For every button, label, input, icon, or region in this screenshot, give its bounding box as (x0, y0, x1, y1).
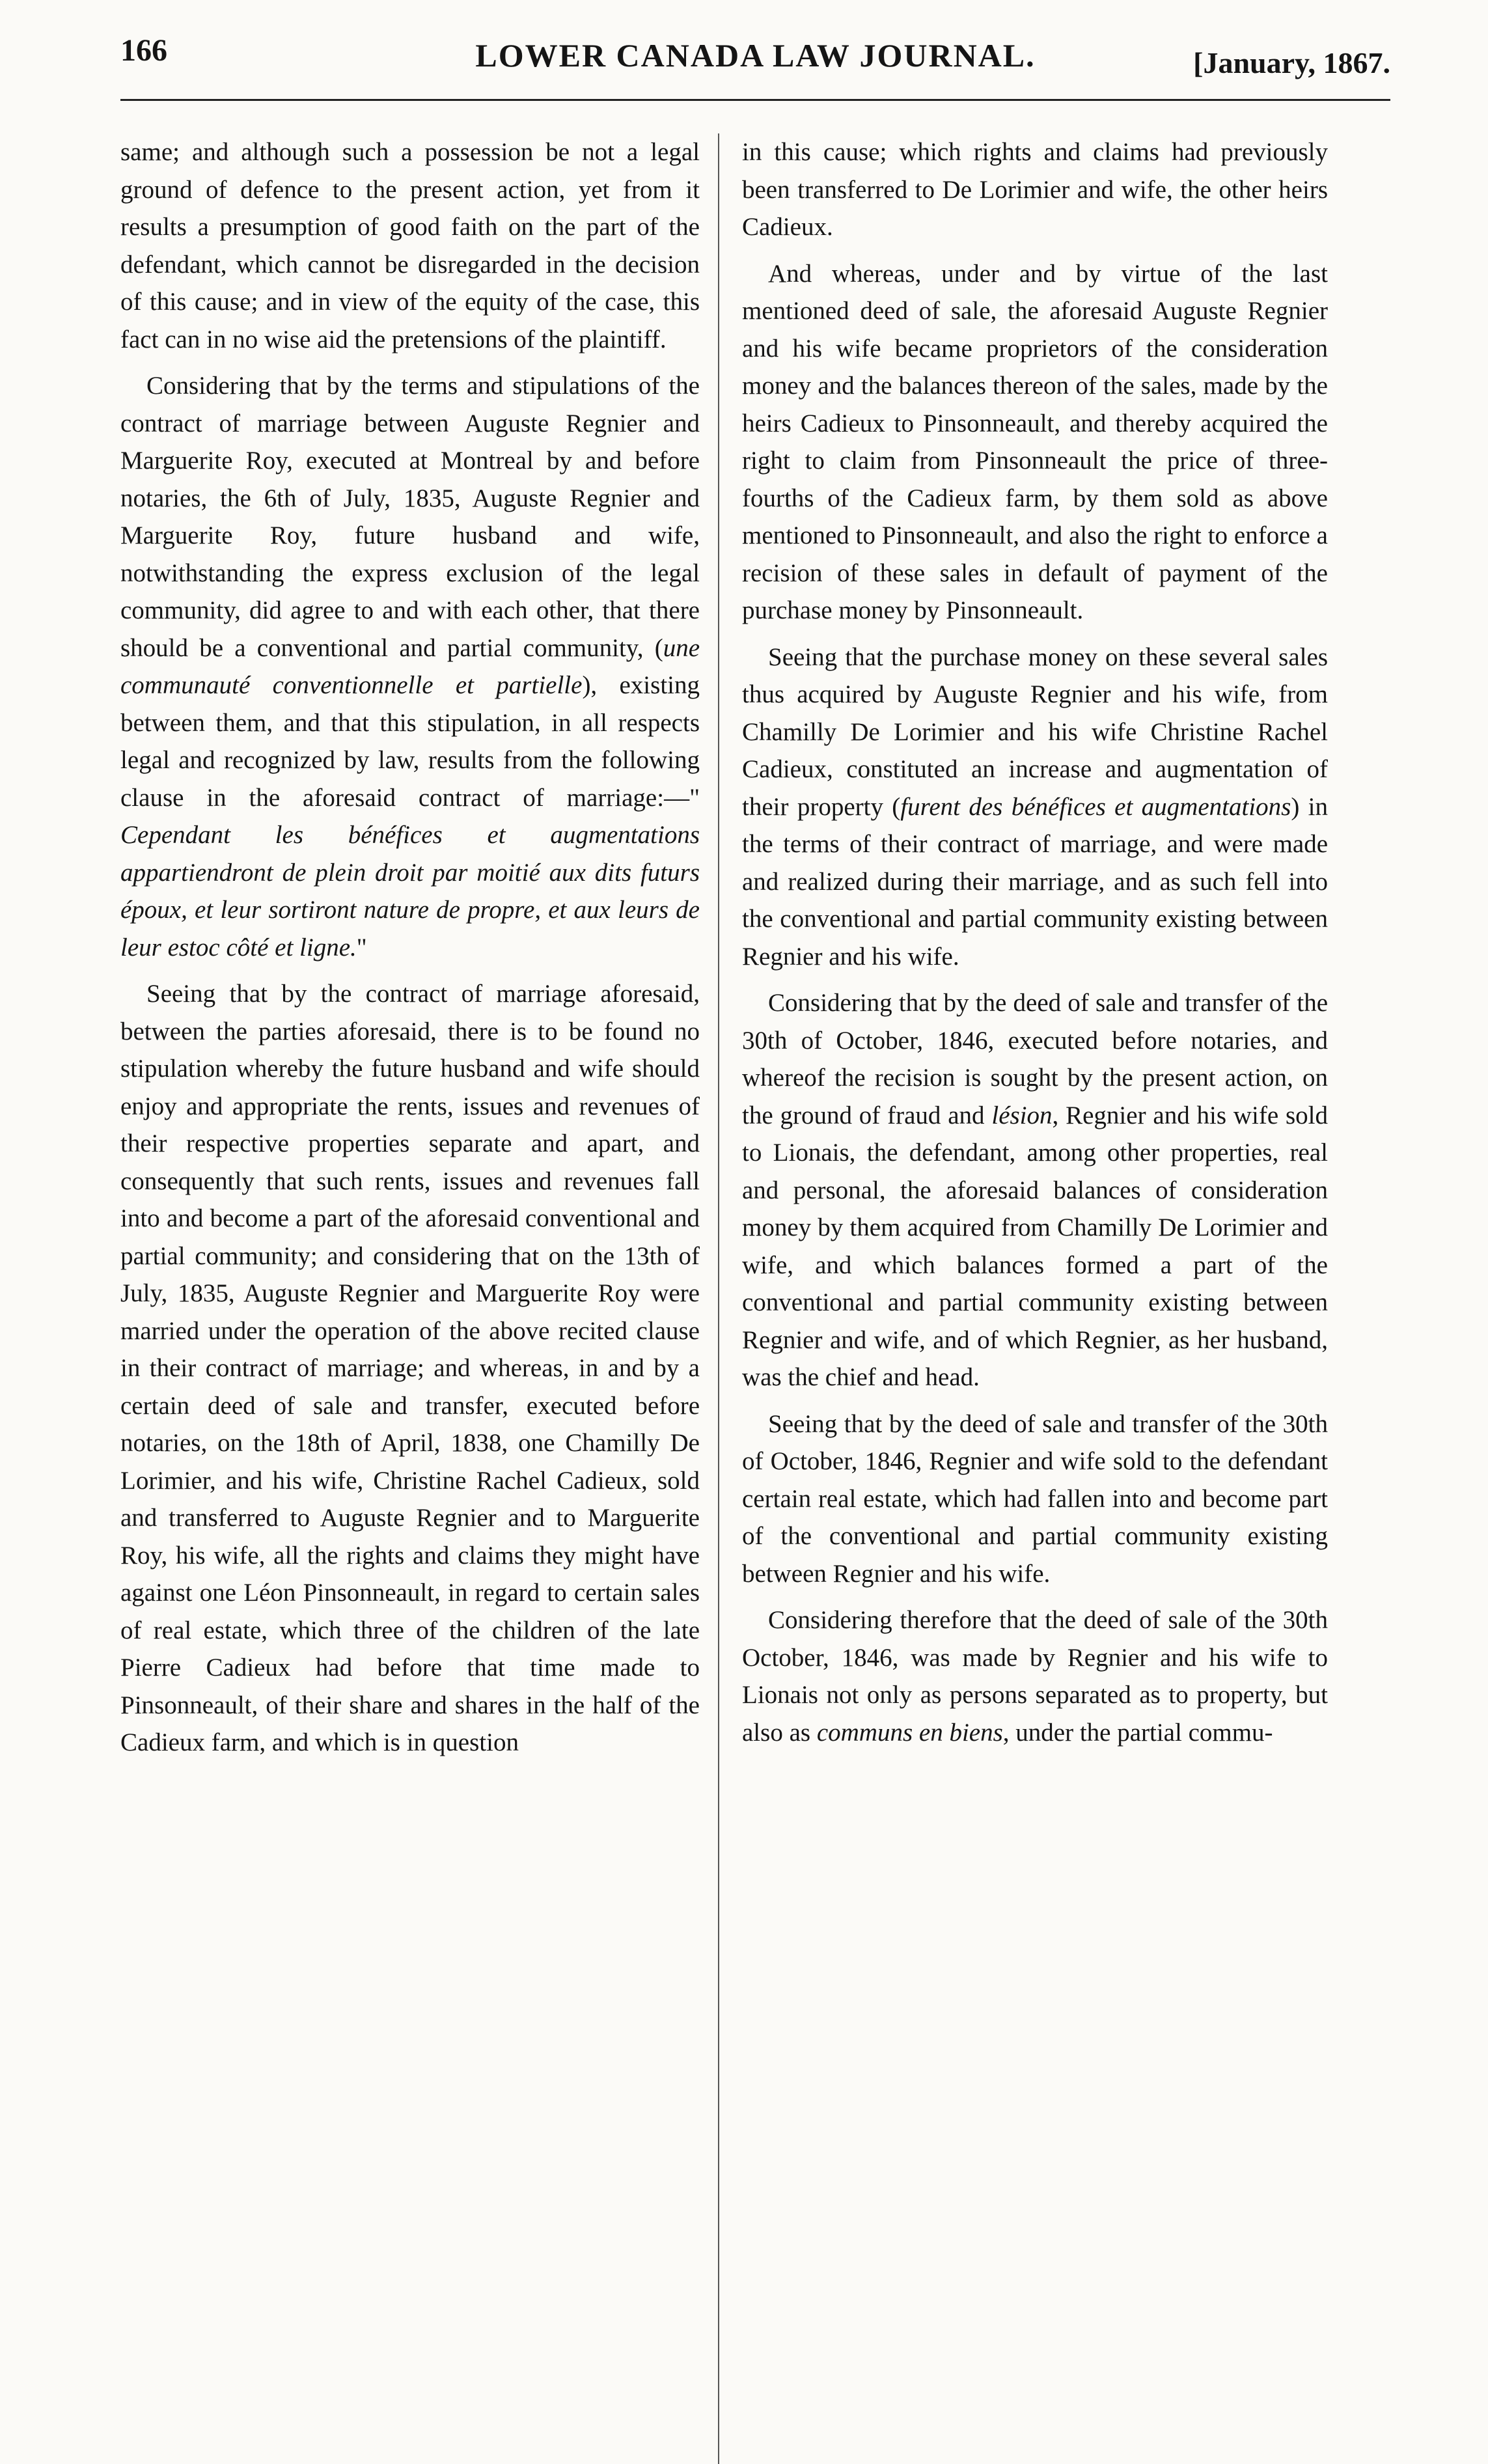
french-quotation: Cependant les bénéfices et augmentations appartiendront de plein droit par moitié aux dits futurs époux, et leur sortiront nature de propre, et aux leurs de leur estoc côté et ligne. (120, 821, 700, 962)
italic-term: communs en biens (816, 1718, 1003, 1747)
text-run: , Regnier and his wife sold to Lionais, the defendant, among other properties, real and personal, the aforesaid balances of consideration money by them acquired from Chamilly De Lorimier and wife, and which balances formed a part of the conventional and partial community existing between Regnier and wife, and of which Regnier, as her husband, was the chief and head. (742, 1101, 1329, 1391)
text-run: Considering that by the terms and stipulations of the contract of marriage between Auguste Regnier and Marguerite Roy, executed at Montreal by and before notaries, the 6th of July, 1835, Auguste Regnier and Marguerite Roy, future husband and wife, notwithstanding the express exclusion of the legal community, did agree to and with each other, that there should be a conventional and partial community, ( (120, 372, 700, 662)
issue-date: [January, 1867. (1193, 46, 1390, 79)
left-column (120, 133, 700, 1771)
header-rule (120, 99, 1390, 101)
text-run: ) in the terms of their contract of marriage, and were made and realized during their marriage, and as such fell into the conventional and partial community existing between Regnier and his wife. (742, 792, 1329, 971)
paragraph: Seeing that by the contract of marriage aforesaid, between the parties aforesaid, there is to be found no stipulation whereby the future husband and wife should enjoy and appropriate the rents, issues and revenues of their respective properties separate and apart, and consequently that such rents, issues and revenues fall into and become a part of the aforesaid conventional and partial community; and considering that on the 13th of July, 1835, Auguste Regnier and Marguerite Roy were married under the operation of the above recited clause in their contract of marriage; and whereas, in and by a certain deed of sale and transfer, executed before notaries, on the 18th of April, 1838, one Chamilly De Lorimier, and his wife, Christine Rachel Cadieux, sold and transferred to Auguste Regnier and to Marguerite Roy, his wife, all the rights and claims they might have against one Léon Pinsonneault, in regard to certain sales of real estate, which three of the children of the late Pierre Cadieux had before that time made to Pinsonneault, of their share and shares in the half of the Cadieux farm, and which is in question (120, 980, 700, 1756)
text-run: Seeing that the purchase money on these several sales thus acquired by Auguste Regnier and his wife, from Chamilly De Lorimier and his wife Christine Rachel Cadieux, constituted an increase and augmentation of their property ( (742, 643, 1328, 821)
page-number: 166 (120, 33, 167, 68)
text-run: Considering that by the deed of sale and transfer of the 30th of October, 1846, executed before notaries, and whereof the recision is sought by the present action, on the ground of fraud and (742, 989, 1328, 1129)
right-column (742, 133, 1328, 1760)
column-divider (718, 133, 719, 2464)
paragraph: And whereas, under and by virtue of the last mentioned deed of sale, the aforesaid Auguste Regnier and his wife became proprietors of the consideration money and the balances thereon of the sales, made by the heirs Cadieux to Pinsonneault, and thereby acquired the right to claim from Pinsonneault the price of three-fourths of the Cadieux farm, by them sold as above mentioned to Pinsonneault, and also the right to enforce a recision of these sales in default of payment of the purchase money by Pinsonneault. (742, 259, 1328, 624)
text-run: , under the partial commu- (1002, 1718, 1273, 1747)
paragraph (742, 639, 1328, 976)
page-header (120, 27, 1390, 86)
paragraph (742, 1601, 1328, 1751)
paragraph: same; and although such a possession be not a legal ground of defence to the present action, yet from it results a presumption of good faith on the part of the defendant, which cannot be disregarded in the decision of this cause; and in view of the equity of the case, this fact can in no wise aid the pretensions of the plaintiff. (120, 138, 700, 353)
text-run: Considering therefore that the deed of sale of the 30th October, 1846, was made by Regnier and his wife to Lionais not only as persons separated as to property, but also as (742, 1606, 1328, 1747)
paragraph: Seeing that by the deed of sale and transfer of the 30th of October, 1846, Regnier and wife sold to the defendant certain real estate, which had fallen into and become part of the conventional and partial community existing between Regnier and his wife. (742, 1409, 1328, 1588)
text-run: ), existing between them, and that this stipulation, in all respects legal and recognized by law, results from the following clause in the aforesaid contract of marriage:—" (120, 671, 700, 812)
italic-term: furent des bénéfices et augmentations (900, 792, 1291, 821)
italic-term: une communauté conventionnelle et partielle (120, 633, 700, 699)
paragraph: in this cause; which rights and claims had previously been transferred to De Lorimier and wife, the other heirs Cadieux. (742, 138, 1328, 241)
text-run: " (356, 933, 367, 962)
running-title: LOWER CANADA LAW JOURNAL. (475, 37, 1036, 74)
paragraph (742, 984, 1328, 1396)
italic-term: lésion (991, 1101, 1053, 1129)
paragraph (120, 367, 700, 966)
